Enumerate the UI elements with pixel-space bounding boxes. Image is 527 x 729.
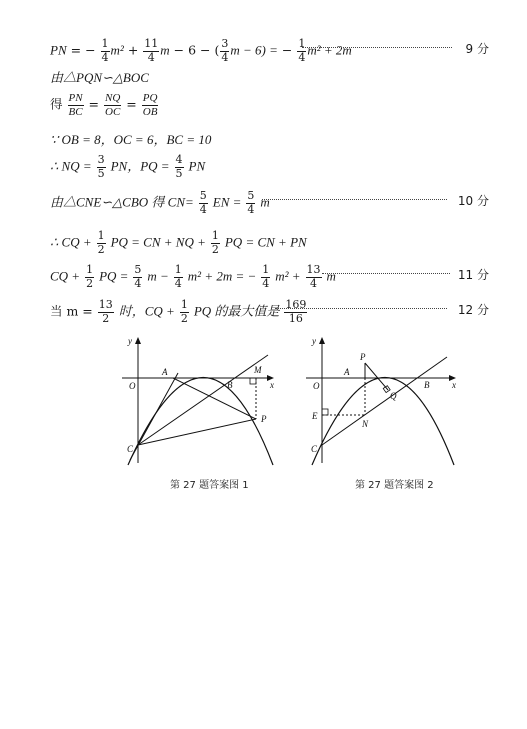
label-b: B — [424, 380, 430, 390]
right-angle-mark-e — [322, 409, 328, 415]
label-c: C — [127, 444, 134, 454]
term: m − 6) = — [230, 42, 278, 58]
term: m² — [110, 42, 124, 58]
solution-line-5 — [50, 154, 490, 180]
mid-text: PQ 的最大值是 — [193, 303, 280, 319]
fraction: $\frac{13}{4}$ — [306, 263, 321, 290]
plus-sign: + — [127, 42, 139, 58]
pn-label: PN — [50, 42, 67, 58]
mid-text: m² + 2m = − — [187, 268, 257, 284]
y-axis-arrow — [135, 337, 141, 344]
term: m — [160, 42, 170, 58]
prefix-text: ∴ CQ + — [50, 234, 92, 250]
prefix-text: 得 — [50, 96, 63, 112]
fraction: $\frac{1}{4}$ — [262, 263, 270, 290]
score-mark: 10 分 — [457, 194, 489, 208]
solution-line-4 — [50, 133, 490, 147]
figure-1-caption: 第 27 题答案图 1 — [170, 480, 249, 491]
score-row — [0, 266, 527, 286]
fraction: $\frac{5}{4}$ — [247, 189, 255, 216]
suffix-text: PQ = CN + PN — [224, 234, 307, 250]
label-a: A — [344, 367, 350, 377]
fraction: $\frac{1}{2}$ — [180, 298, 188, 325]
segment-cp — [138, 419, 256, 445]
suffix-text: m — [326, 268, 336, 284]
similar-triangles-text: 由△PQN∽△BOC — [50, 70, 149, 85]
label-o: O — [129, 381, 136, 391]
label-e: E — [312, 411, 318, 421]
label-n: N — [362, 419, 369, 429]
mid-text: PN，PQ = — [110, 158, 170, 174]
fraction: $\frac{169}{16}$ — [285, 298, 307, 325]
segment-ap — [173, 378, 256, 419]
given-lengths-text: ∵ OB = 8，OC = 6，BC = 10 — [50, 132, 212, 147]
fraction: $\frac{1}{4}$ — [174, 263, 182, 290]
fraction: $\frac{4}{5}$ — [175, 153, 183, 180]
score-mark: 12 分 — [457, 303, 489, 317]
solution-line-7 — [50, 230, 490, 256]
fraction: $\frac{1}{4}$ — [298, 37, 306, 64]
figure-1 — [118, 335, 288, 470]
suffix-text: m — [260, 194, 270, 210]
mid-text: PQ = — [99, 268, 129, 284]
equals-sign: = — [88, 96, 100, 112]
label-b: B — [227, 380, 233, 390]
mid-text: m − — [147, 268, 169, 284]
label-y: y — [128, 336, 132, 346]
fraction: $\frac{PN}{BC}$ — [68, 92, 83, 118]
fraction: $\frac{3}{5}$ — [97, 153, 105, 180]
fraction: $\frac{3}{4}$ — [221, 37, 229, 64]
score-row — [0, 192, 527, 212]
label-p: P — [360, 352, 366, 362]
label-a: A — [162, 367, 168, 377]
parabola — [128, 378, 273, 466]
label-x: x — [452, 380, 456, 390]
score-row — [0, 40, 527, 60]
figure-2-caption: 第 27 题答案图 2 — [355, 480, 434, 491]
equals-sign: = — [126, 96, 137, 112]
suffix-text: PN — [188, 158, 206, 174]
fraction: $\frac{PQ}{OB}$ — [142, 92, 158, 118]
mid-text: PQ = CN + NQ + — [110, 234, 206, 250]
mid-text: 时，CQ + — [118, 303, 175, 319]
mid-text: EN = — [212, 194, 242, 210]
fraction: $\frac{NQ}{OC}$ — [105, 92, 121, 118]
solution-line-3 — [50, 92, 490, 118]
fraction: $\frac{1}{2}$ — [211, 229, 219, 256]
equals-sign: = — [70, 42, 82, 58]
label-p: P — [261, 414, 267, 424]
fraction: $\frac{1}{2}$ — [97, 229, 105, 256]
score-row — [0, 301, 527, 321]
label-x: x — [270, 380, 274, 390]
fraction: $\frac{13}{2}$ — [98, 298, 113, 325]
line-cb — [138, 355, 268, 445]
figure-2 — [302, 335, 467, 470]
prefix-text: CQ + — [50, 268, 81, 284]
minus-sign: − — [85, 42, 96, 58]
segment-pq — [365, 363, 388, 390]
prefix-text: ∴ NQ = — [50, 158, 92, 174]
minus-sign: − — [281, 42, 293, 58]
label-m: M — [254, 365, 262, 375]
label-q: Q — [390, 391, 397, 401]
score-mark: 11 分 — [457, 268, 489, 282]
fraction: $\frac{5}{4}$ — [199, 189, 207, 216]
term: m² + 2m — [307, 42, 352, 58]
mid-text: m² + — [275, 268, 301, 284]
line-cb — [322, 357, 447, 445]
term: − 6 − ( — [173, 42, 220, 58]
fraction: $\frac{11}{4}$ — [144, 37, 159, 64]
line-ca — [130, 373, 178, 460]
right-angle-mark — [250, 378, 256, 384]
prefix-text: 由△CNE∽△CBO 得 CN= — [50, 194, 194, 210]
label-c: C — [311, 444, 318, 454]
fraction: $\frac{1}{2}$ — [86, 263, 94, 290]
score-mark: 9 分 — [465, 42, 489, 56]
y-axis-arrow — [319, 337, 325, 344]
fraction: $\frac{1}{4}$ — [101, 37, 109, 64]
fraction: $\frac{5}{4}$ — [134, 263, 142, 290]
label-y: y — [312, 336, 316, 346]
label-o: O — [313, 381, 320, 391]
prefix-text: 当 m = — [50, 303, 93, 319]
parabola — [312, 378, 454, 466]
solution-line-2 — [50, 71, 490, 85]
